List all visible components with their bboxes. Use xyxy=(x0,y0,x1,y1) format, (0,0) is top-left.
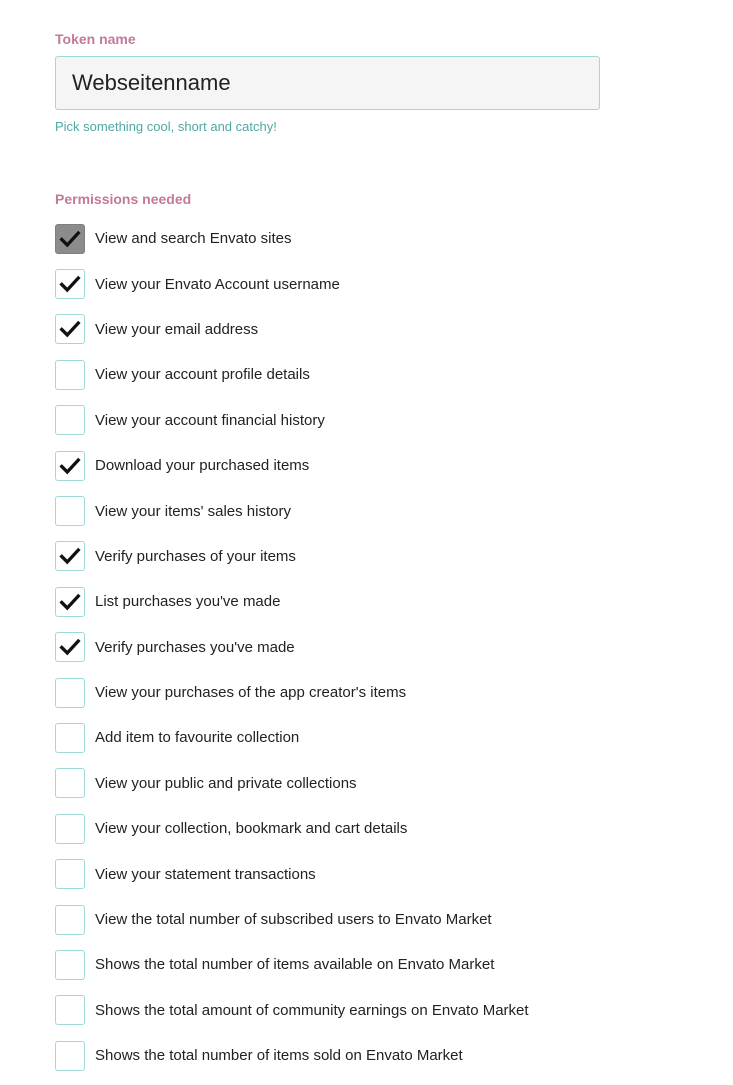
checkmark-icon xyxy=(59,636,81,658)
permission-item[interactable] xyxy=(55,897,715,942)
permission-label: Add item to favourite collection xyxy=(95,729,300,747)
permission-item[interactable] xyxy=(55,443,715,488)
permission-label: View your statement transactions xyxy=(95,865,316,883)
token-name-input[interactable] xyxy=(55,56,600,110)
permission-checkbox[interactable] xyxy=(55,587,85,617)
permission-checkbox[interactable] xyxy=(55,360,85,390)
permission-item[interactable] xyxy=(55,534,715,579)
permission-checkbox[interactable] xyxy=(55,451,85,481)
permissions-list xyxy=(55,216,715,1078)
permission-checkbox[interactable] xyxy=(55,269,85,299)
permission-checkbox[interactable] xyxy=(55,632,85,662)
permission-checkbox[interactable] xyxy=(55,723,85,753)
permission-label: View your Envato Account username xyxy=(95,275,340,293)
permission-item[interactable] xyxy=(55,579,715,624)
permission-item[interactable] xyxy=(55,942,715,987)
permission-item[interactable] xyxy=(55,307,715,352)
permission-item[interactable] xyxy=(55,806,715,851)
permission-checkbox[interactable] xyxy=(55,678,85,708)
permission-label: View your public and private collections xyxy=(95,774,357,792)
token-name-hint: Pick something cool, short and catchy! xyxy=(55,119,277,134)
permission-label: View your account profile details xyxy=(95,366,310,384)
permission-item[interactable] xyxy=(55,1033,715,1078)
permission-checkbox[interactable] xyxy=(55,768,85,798)
checkmark-icon xyxy=(59,318,81,340)
permission-checkbox[interactable] xyxy=(55,950,85,980)
permission-label: Shows the total number of items sold on Envato Market xyxy=(95,1047,463,1065)
permission-item[interactable] xyxy=(55,715,715,760)
permission-item[interactable] xyxy=(55,261,715,306)
permission-label: View your collection, bookmark and cart details xyxy=(95,820,408,838)
permission-item[interactable] xyxy=(55,398,715,443)
checkmark-icon xyxy=(59,545,81,567)
permission-label: Verify purchases you've made xyxy=(95,638,295,656)
checkmark-icon xyxy=(59,455,81,477)
permission-checkbox[interactable] xyxy=(55,1041,85,1071)
permission-label: Download your purchased items xyxy=(95,457,310,475)
permission-label: Verify purchases of your items xyxy=(95,547,296,565)
permission-item[interactable] xyxy=(55,216,715,261)
permission-item[interactable] xyxy=(55,488,715,533)
permission-item[interactable] xyxy=(55,988,715,1033)
permission-checkbox[interactable] xyxy=(55,541,85,571)
permission-label: View your account financial history xyxy=(95,411,325,429)
permission-checkbox xyxy=(55,224,85,254)
permission-checkbox[interactable] xyxy=(55,314,85,344)
permission-label: View and search Envato sites xyxy=(95,230,292,248)
checkmark-icon xyxy=(59,591,81,613)
permission-label: View your items' sales history xyxy=(95,502,291,520)
permission-checkbox[interactable] xyxy=(55,814,85,844)
permission-checkbox[interactable] xyxy=(55,859,85,889)
permissions-label: Permissions needed xyxy=(55,191,192,207)
permission-item[interactable] xyxy=(55,352,715,397)
permission-label: View your email address xyxy=(95,320,259,338)
checkmark-icon xyxy=(59,273,81,295)
permission-label: View your purchases of the app creator's items xyxy=(95,684,407,702)
permission-label: Shows the total amount of community earnings on Envato Market xyxy=(95,1001,529,1019)
token-name-label: Token name xyxy=(55,31,136,47)
checkmark-icon xyxy=(59,228,81,250)
permission-label: Shows the total number of items available on Envato Market xyxy=(95,956,495,974)
permission-item[interactable] xyxy=(55,625,715,670)
permission-item[interactable] xyxy=(55,670,715,715)
permission-label: View the total number of subscribed users to Envato Market xyxy=(95,911,492,929)
permission-checkbox[interactable] xyxy=(55,405,85,435)
permission-checkbox[interactable] xyxy=(55,995,85,1025)
permission-checkbox[interactable] xyxy=(55,496,85,526)
permission-label: List purchases you've made xyxy=(95,593,281,611)
permission-item[interactable] xyxy=(55,761,715,806)
permission-checkbox[interactable] xyxy=(55,905,85,935)
permission-item[interactable] xyxy=(55,851,715,896)
